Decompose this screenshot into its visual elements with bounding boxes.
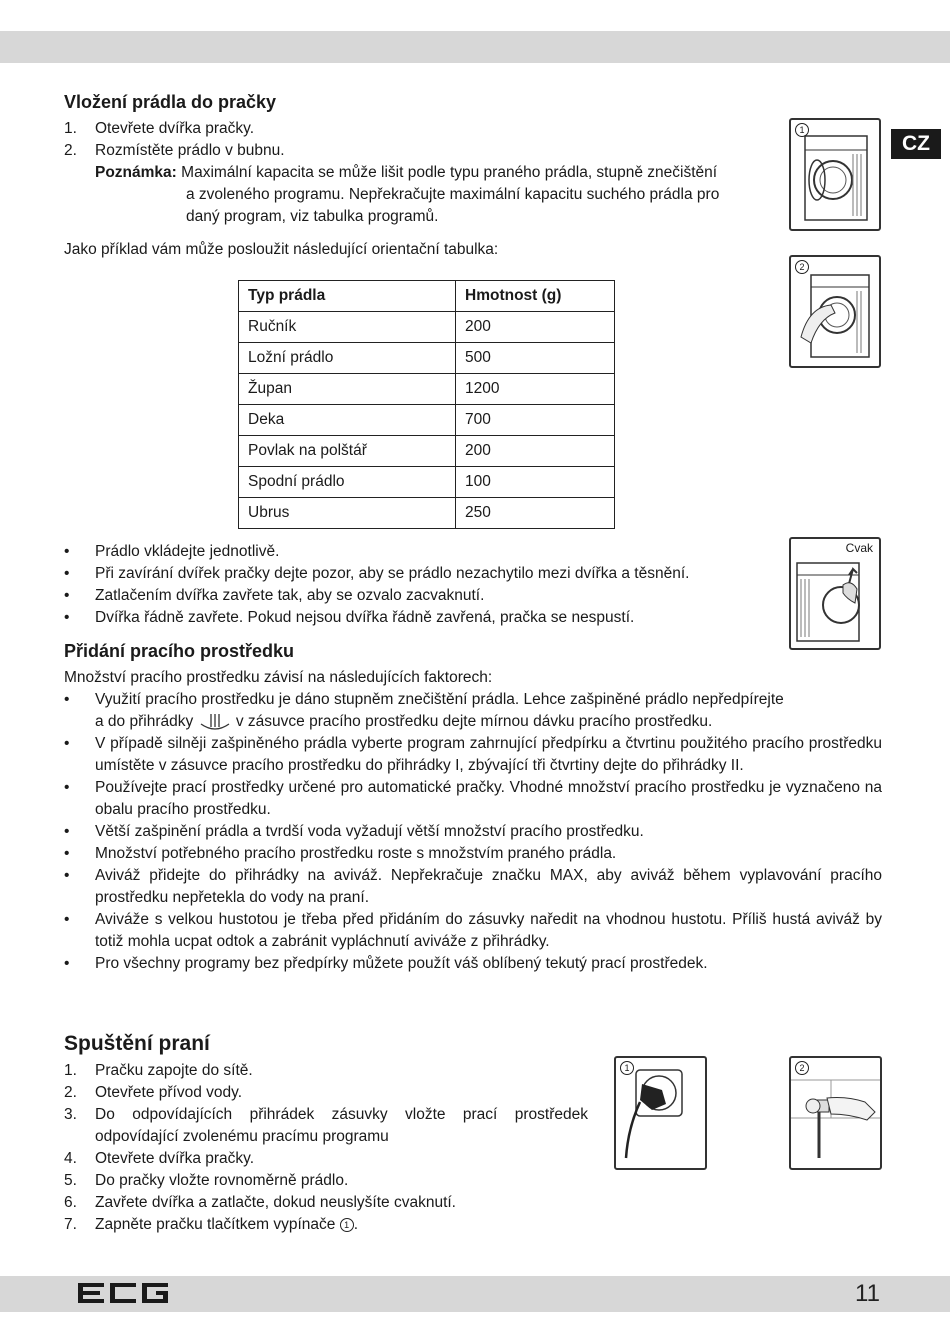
- section-title-start-washing: Spuštění praní: [64, 1032, 210, 1055]
- step-number: 6.: [64, 1194, 77, 1211]
- bullet-text: Pro všechny programy bez předpírky můžete použít váš oblíbený tekutý prací prostředek.: [95, 955, 708, 972]
- section-title-loading: Vložení prádla do pračky: [64, 92, 277, 112]
- step-text: Otevřete dvířka pračky.: [95, 1150, 255, 1167]
- bullet-text: Dvířka řádně zavřete. Pokud nejsou dvířka řádně zavřená, pračka se nespustí.: [95, 609, 635, 626]
- detergent-intro: Množství pracího prostředku závisí na následujících faktorech:: [64, 669, 493, 686]
- list-item: [64, 541, 784, 563]
- figure-number: 1: [795, 123, 809, 137]
- table-header-row: [239, 281, 615, 312]
- step-text: Pračku zapojte do sítě.: [95, 1062, 253, 1079]
- bullet-text: Zatlačením dvířka zavřete tak, aby se ozvalo zacvaknutí.: [95, 587, 485, 604]
- list-item: [64, 821, 882, 843]
- table-cell: Spodní prádlo: [239, 467, 456, 498]
- table-cell: 200: [456, 436, 615, 467]
- list-item: [64, 118, 784, 140]
- step-text: [95, 1214, 588, 1236]
- step-text: Do odpovídajících přihrádek zásuvky vložte prací prostředek odpovídající zvolenému pracímu programu: [95, 1106, 588, 1145]
- bullet-icon: •: [64, 779, 70, 796]
- step-text: Otevřete dvířka pračky.: [95, 120, 255, 137]
- table-intro: Jako příklad vám může posloužit následující orientační tabulka:: [64, 241, 499, 258]
- table-header: Typ prádla: [239, 281, 456, 312]
- detergent-bullets: [64, 689, 882, 975]
- note-text: daný program, viz tabulka programů.: [186, 208, 439, 225]
- step-number: 3.: [64, 1106, 77, 1123]
- bullet-text: Při zavírání dvířek pračky dejte pozor, aby se prádlo nezachytilo mezi dvířka a těsnění.: [95, 565, 690, 582]
- table-cell: Ložní prádlo: [239, 343, 456, 374]
- step-text: Do pračky vložte rovnoměrně prádlo.: [95, 1172, 349, 1189]
- section-title-detergent: Přidání pracího prostředku: [64, 641, 295, 661]
- bullet-icon: •: [64, 543, 70, 560]
- ecg-logo: [78, 1281, 170, 1305]
- bullet-text: Prádlo vkládejte jednotlivě.: [95, 543, 280, 560]
- bullet-text: Větší zašpinění prádla a tvrdší voda vyžadují větší množství pracího prostředku.: [95, 823, 644, 840]
- note: [95, 162, 784, 228]
- table-cell: Ručník: [239, 312, 456, 343]
- table-row: [239, 312, 615, 343]
- table-cell: Deka: [239, 405, 456, 436]
- figure-plug-in: [614, 1056, 707, 1170]
- figure-close-door: [789, 537, 881, 650]
- list-item: [64, 1192, 588, 1214]
- bullet-text: Aviváž přidejte do přihrádky na aviváž. Nepřekračuje značku MAX, aby aviváž během vyplavování pracího prostředku nepřetekla do vody na praní.: [95, 867, 882, 906]
- bullet-icon: •: [64, 565, 70, 582]
- step-text: Rozmístěte prádlo v bubnu.: [95, 142, 285, 159]
- list-item: [64, 909, 882, 953]
- table-cell: 200: [456, 312, 615, 343]
- language-tag: CZ: [891, 129, 941, 159]
- list-item: [64, 1214, 588, 1236]
- step-text-part: .: [353, 1216, 358, 1233]
- bullet-text-line: a do přihrádky: [95, 713, 194, 730]
- note-text: Maximální kapacita se může lišit podle typu praného prádla, stupně znečištění: [181, 164, 718, 181]
- list-item: [64, 585, 784, 607]
- step-number: 4.: [64, 1150, 77, 1167]
- list-item: [64, 1148, 588, 1170]
- table-row: [239, 343, 615, 374]
- step-text: Otevřete přívod vody.: [95, 1084, 243, 1101]
- list-item: [64, 1060, 588, 1082]
- washing-machine-closing-icon: [791, 539, 879, 648]
- step-text: Zavřete dvířka a zatlačte, dokud neuslyšíte cvaknutí.: [95, 1194, 456, 1211]
- table-cell: 700: [456, 405, 615, 436]
- laundry-weight-table: [238, 280, 615, 529]
- list-item: [64, 563, 784, 585]
- table-cell: 100: [456, 467, 615, 498]
- list-item: [64, 1082, 588, 1104]
- bullet-text-line: v zásuvce pracího prostředku dejte mírnou dávku pracího prostředku.: [235, 713, 713, 730]
- figure-number: 1: [620, 1061, 634, 1075]
- note-label: Poznámka:: [95, 164, 177, 181]
- figure-caption: Cvak: [845, 541, 873, 555]
- step-number: 5.: [64, 1172, 77, 1189]
- step-number: 2.: [64, 1084, 77, 1101]
- bullet-icon: •: [64, 823, 70, 840]
- list-item: [64, 689, 882, 733]
- figure-water-tap: [789, 1056, 882, 1170]
- table-cell: Povlak na polštář: [239, 436, 456, 467]
- step-number: 1.: [64, 120, 77, 137]
- table-row: [239, 467, 615, 498]
- table-row: [239, 374, 615, 405]
- bullet-text: [95, 689, 882, 733]
- list-item: [64, 777, 882, 821]
- bullet-icon: •: [64, 867, 70, 884]
- list-item: [64, 843, 882, 865]
- list-item: [64, 607, 784, 629]
- bullet-icon: •: [64, 587, 70, 604]
- bullet-icon: •: [64, 955, 70, 972]
- header-bar: [0, 31, 950, 63]
- figure-number: 2: [795, 260, 809, 274]
- bullet-icon: •: [64, 691, 70, 708]
- list-item: [64, 1170, 588, 1192]
- figure-open-door: [789, 118, 881, 231]
- step-number: 7.: [64, 1216, 77, 1233]
- table-row: [239, 498, 615, 529]
- power-button-symbol: 1: [340, 1218, 354, 1232]
- step-number: 2.: [64, 142, 77, 159]
- list-item: [64, 733, 882, 777]
- list-item: [64, 140, 784, 162]
- bullet-text: Množství potřebného pracího prostředku roste s množstvím praného prádla.: [95, 845, 617, 862]
- page-number: 11: [855, 1280, 880, 1307]
- table-row: [239, 405, 615, 436]
- figure-number: 2: [795, 1061, 809, 1075]
- list-item: [64, 1104, 588, 1148]
- bullet-icon: •: [64, 911, 70, 928]
- bullet-icon: •: [64, 845, 70, 862]
- bullet-icon: •: [64, 735, 70, 752]
- table-cell: 500: [456, 343, 615, 374]
- table-cell: 250: [456, 498, 615, 529]
- bullet-text: V případě silněji zašpiněného prádla vyberte program zahrnující předpírku a čtvrtinu použitého pracího prostředku umístěte v zásuvce pracího prostředku do přihrádky I, zbývající tři čtvrtiny dejte do přihrádky II.: [95, 735, 882, 774]
- table-cell: Župan: [239, 374, 456, 405]
- list-item: [64, 865, 882, 909]
- figure-load-laundry: [789, 255, 881, 368]
- table-row: [239, 436, 615, 467]
- bullet-icon: •: [64, 609, 70, 626]
- bullet-text: Aviváže s velkou hustotou je třeba před přidáním do zásuvky naředit na vhodnou hustotu. Příliš hustá aviváž by totiž mohla ucpat odtok a zabránit vypláchnutí aviváže z přihrádky.: [95, 911, 882, 950]
- start-steps: [64, 1060, 588, 1236]
- bullet-text-line: Využití pracího prostředku je dáno stupněm znečištění prádla. Lehce zašpiněné prádlo nepředpírejte: [95, 691, 784, 708]
- table-cell: 1200: [456, 374, 615, 405]
- table-cell: Ubrus: [239, 498, 456, 529]
- step-text-part: Zapněte pračku tlačítkem vypínače: [95, 1216, 336, 1233]
- prewash-compartment-icon: [198, 712, 232, 732]
- step-number: 1.: [64, 1062, 77, 1079]
- loading-steps: [64, 118, 784, 228]
- note-text: a zvoleného programu. Nepřekračujte maximální kapacitu suchého prádla pro: [186, 186, 720, 203]
- bullet-text: Používejte prací prostředky určené pro automatické pračky. Vhodné množství pracího prostředku je vyznačeno na obalu pracího prostředku.: [95, 779, 882, 818]
- list-item: [64, 953, 882, 975]
- table-header: Hmotnost (g): [456, 281, 615, 312]
- loading-bullets: [64, 541, 784, 629]
